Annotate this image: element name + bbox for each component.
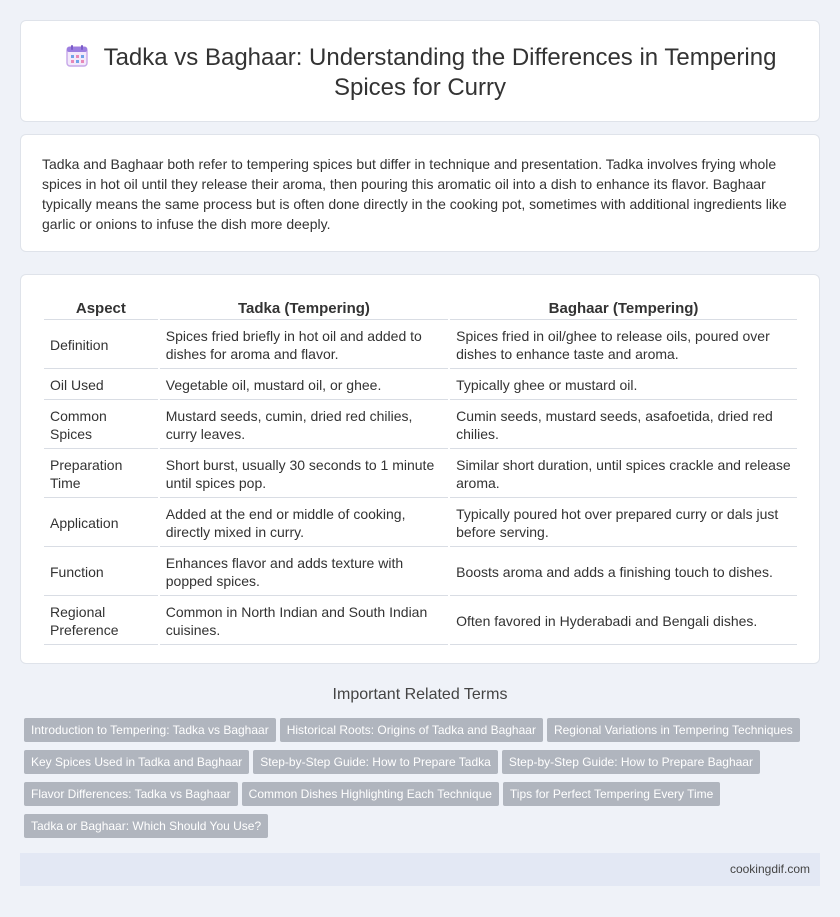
related-term-link[interactable]: Key Spices Used in Tadka and Baghaar — [24, 750, 249, 774]
table-row — [44, 371, 797, 400]
comparison-card — [20, 274, 820, 664]
related-term-link[interactable]: Regional Variations in Tempering Techniques — [547, 718, 800, 742]
table-row — [44, 402, 797, 449]
table-row — [44, 549, 797, 596]
row-aspect: Common Spices — [44, 402, 158, 449]
row-baghaar: Spices fried in oil/ghee to release oils, poured over dishes to enhance taste and aroma. — [450, 322, 797, 369]
row-baghaar: Typically poured hot over prepared curry or dals just before serving. — [450, 500, 797, 547]
row-aspect: Definition — [44, 322, 158, 369]
table-row — [44, 322, 797, 369]
comparison-table — [42, 295, 799, 647]
row-tadka: Short burst, usually 30 seconds to 1 minute until spices pop. — [160, 451, 448, 498]
row-aspect: Application — [44, 500, 158, 547]
row-aspect: Function — [44, 549, 158, 596]
related-term-link[interactable]: Flavor Differences: Tadka vs Baghaar — [24, 782, 238, 806]
row-aspect: Regional Preference — [44, 598, 158, 645]
calendar-icon — [64, 43, 90, 69]
header-tadka: Tadka (Tempering) — [160, 297, 448, 320]
table-header-row — [44, 297, 797, 320]
page-title-row — [21, 43, 819, 103]
related-terms-list — [24, 718, 814, 846]
table-row — [44, 451, 797, 498]
page-title: Tadka vs Baghaar: Understanding the Differences in Tempering Spices for Curry — [103, 44, 777, 101]
related-term-link[interactable]: Common Dishes Highlighting Each Technique — [242, 782, 499, 806]
intro-card — [20, 134, 820, 252]
related-term-link[interactable]: Tips for Perfect Tempering Every Time — [503, 782, 720, 806]
footer — [20, 853, 820, 886]
row-baghaar: Similar short duration, until spices crackle and release aroma. — [450, 451, 797, 498]
table-row — [44, 598, 797, 645]
row-aspect: Preparation Time — [44, 451, 158, 498]
row-baghaar: Cumin seeds, mustard seeds, asafoetida, dried red chilies. — [450, 402, 797, 449]
table-row — [44, 500, 797, 547]
header-baghaar: Baghaar (Tempering) — [450, 297, 797, 320]
row-baghaar: Often favored in Hyderabadi and Bengali dishes. — [450, 598, 797, 645]
title-card — [20, 20, 820, 122]
related-term-link[interactable]: Tadka or Baghaar: Which Should You Use? — [24, 814, 268, 838]
row-tadka: Vegetable oil, mustard oil, or ghee. — [160, 371, 448, 400]
row-aspect: Oil Used — [44, 371, 158, 400]
row-tadka: Mustard seeds, cumin, dried red chilies, curry leaves. — [160, 402, 448, 449]
footer-site-link[interactable]: cookingdif.com — [729, 862, 810, 876]
related-terms-heading: Important Related Terms — [332, 686, 508, 703]
row-baghaar: Typically ghee or mustard oil. — [450, 371, 797, 400]
row-tadka: Spices fried briefly in hot oil and added to dishes for aroma and flavor. — [160, 322, 448, 369]
row-baghaar: Boosts aroma and adds a finishing touch to dishes. — [450, 549, 797, 596]
header-aspect: Aspect — [44, 297, 158, 320]
row-tadka: Common in North Indian and South Indian cuisines. — [160, 598, 448, 645]
row-tadka: Added at the end or middle of cooking, directly mixed in curry. — [160, 500, 448, 547]
related-term-link[interactable]: Step-by-Step Guide: How to Prepare Tadka — [253, 750, 498, 774]
related-term-link[interactable]: Introduction to Tempering: Tadka vs Baghaar — [24, 718, 276, 742]
row-tadka: Enhances flavor and adds texture with popped spices. — [160, 549, 448, 596]
related-term-link[interactable]: Step-by-Step Guide: How to Prepare Baghaar — [502, 750, 760, 774]
intro-paragraph: Tadka and Baghaar both refer to tempering spices but differ in technique and presentation. Tadka involves frying whole spices in hot oil until they release their aroma, then pouring this aromatic oil into a dish to enhance its flavor. Baghaar typically means the same process but is often done directly in the cooking pot, sometimes with additional ingredients like garlic or onions to infuse the dish more deeply. — [42, 156, 787, 232]
related-term-link[interactable]: Historical Roots: Origins of Tadka and Baghaar — [280, 718, 543, 742]
